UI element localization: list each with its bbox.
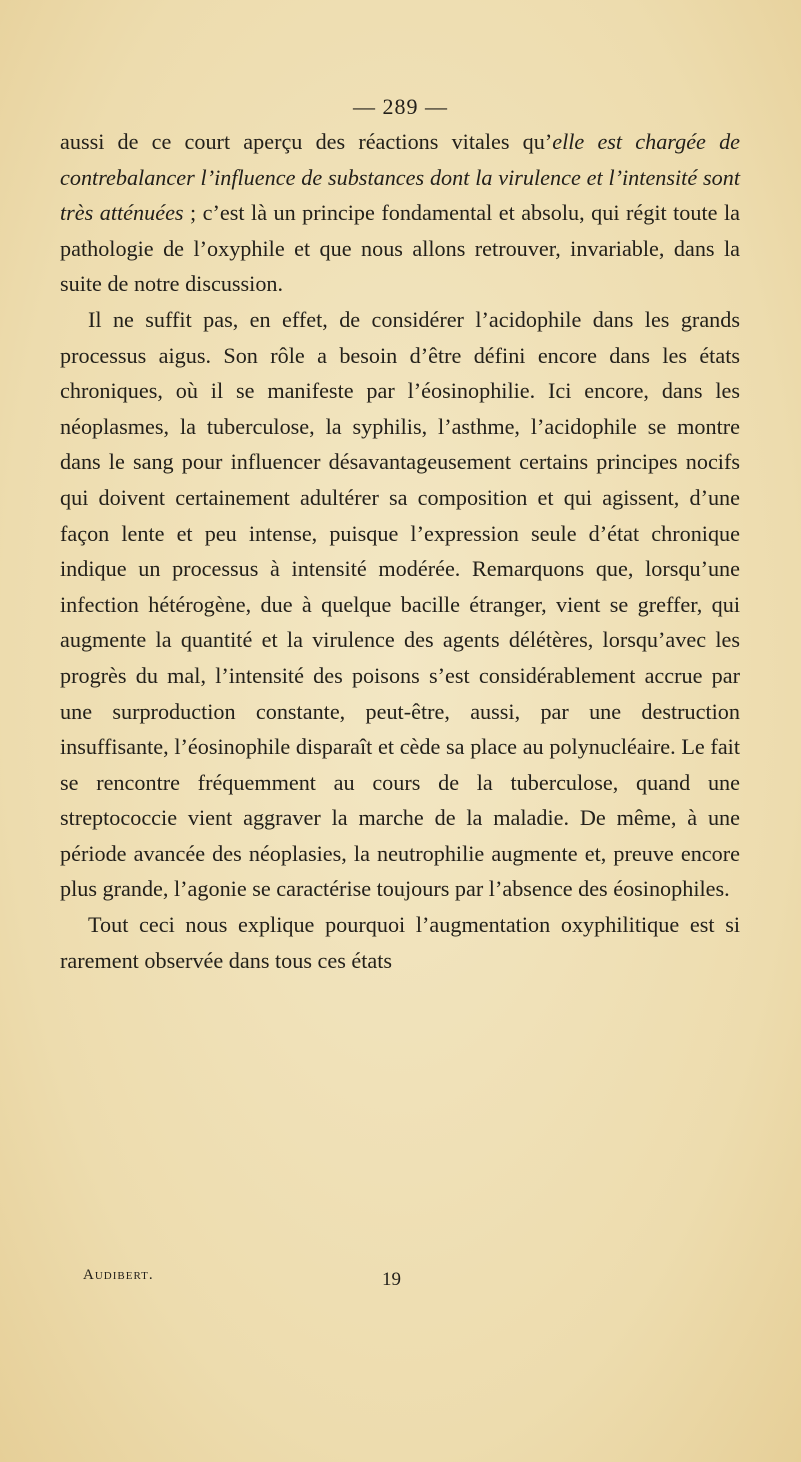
paragraph-1 xyxy=(60,124,740,302)
sheet-number: 19 xyxy=(382,1269,401,1290)
body-text xyxy=(60,124,740,978)
paragraph-2: Il ne suffit pas, en effet, de considérer l’acidophile dans les grands processus aigus. Son rôle a besoin d’être défini encore dans les états chroniques, où il se manifeste par l’éosinophilie. Ici encore, dans les néoplasmes, la tuberculose, la syphilis, l’asthme, l’acidophile se montre dans le sang pour influencer désavantageusement certains principes nocifs qui doivent certainement adultérer sa composition et qui agissent, d’une façon lente et peu intense, puisque l’expression seule d’état chronique indique un processus à intensité modérée. Remarquons que, lorsqu’une infection hétérogène, due à quelque bacille étranger, vient se greffer, qui augmente la quantité et la virulence des agents délétères, lorsqu’avec les progrès du mal, l’intensité des poisons s’est considérablement accrue par une surproduction constante, peut-être, aussi, par une destruction insuffisante, l’éosinophile disparaît et cède sa place au polynucléaire. Le fait se rencontre fréquemment au cours de la tuberculose, quand une streptococcie vient aggraver la marche de la maladie. De même, à une période avancée des néoplasies, la neutrophilie augmente et, preuve encore plus grande, l’agonie se caractérise toujours par l’absence des éosinophiles. xyxy=(60,306,740,902)
paragraph-1-start: aussi de ce court aperçu des réactions vitales qu’ xyxy=(60,129,553,154)
page-number: — 289 — xyxy=(353,94,448,119)
page-footer xyxy=(60,1267,740,1297)
paragraph-3: Tout ceci nous explique pourquoi l’augmentation oxyphilitique est si rarement observée dans tous ces états xyxy=(60,912,740,973)
paragraph-1-end: ; c’est là un principe fondamental et absolu, qui régit toute la pathologie de l’oxyphile et que nous allons retrouver, invariable, dans la suite de notre discussion. xyxy=(60,200,740,297)
printer-signature: Audibert. xyxy=(83,1267,154,1283)
paragraph-1-italic: elle est chargée de contrebalancer l’influence de substances dont la virulence et l’intensité sont très atténuées xyxy=(60,129,741,226)
